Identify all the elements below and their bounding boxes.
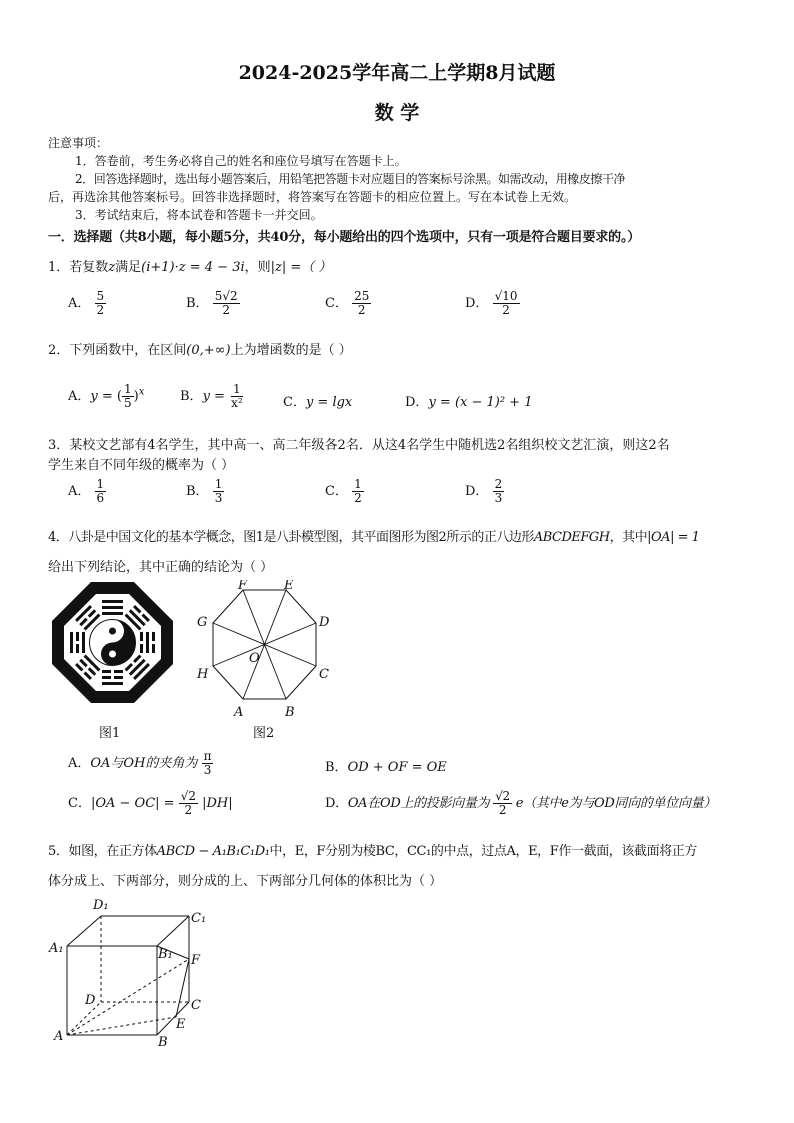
cube-label-c1: C₁ xyxy=(191,911,207,926)
vertex-label-g: G xyxy=(197,615,208,630)
section-heading: 一．选择题（共8小题，每小题5分，共40分，每小题给出的四个选项中，只有一项是符合题目要求的。） xyxy=(48,230,641,245)
notice-item-3: 3．考试结束后，将本试卷和答题卡一并交回。 xyxy=(75,208,323,222)
vertex-label-e: E xyxy=(284,580,294,593)
q1-option-d: D． $\frac{√10}{2}$ xyxy=(465,289,518,317)
vertex-label-h: H xyxy=(197,667,209,682)
exam-title: 2024-2025学年高二上学期8月试题 xyxy=(238,62,556,84)
q2-option-a: A．y = ( $\frac{1}{5}$ )$^x$ xyxy=(68,382,145,410)
q3-option-d: D． $\frac{2}{3}$ xyxy=(465,477,503,505)
question-4-line-1: 4．八卦是中国文化的基本学概念，图1是八卦模型图，其平面图形为图2所示的正八边形ABCDEFGH，其中|OA| = 1 xyxy=(48,530,700,545)
vertex-label-a: A xyxy=(234,705,244,720)
cube-label-a1: A₁ xyxy=(49,941,64,956)
cube-label-e: E xyxy=(176,1017,186,1032)
q2-option-b: B．y = $\frac{1}{\text{x²}}$ xyxy=(180,382,243,410)
q4-option-d: D．OA在OD上的投影向量为 $\frac{√2}{2}$ e（其中e为与OD同向的单位向量） xyxy=(325,789,717,817)
question-5-line-1: 5．如图，在正方体ABCD − A₁B₁C₁D₁中，E，F分别为棱BC，CC₁的中点，过点A，E，F作一截面，该截面将正方 xyxy=(48,844,698,859)
figure-2-label: 图2 xyxy=(253,726,275,741)
q4-option-b: B．OD + OF = OE xyxy=(325,760,447,775)
q4-option-a: A．OA与OH的夹角为 $\frac{\pi}{3}$ xyxy=(68,749,212,777)
cube-label-b: B xyxy=(158,1035,168,1050)
vertex-label-o: O xyxy=(249,651,260,666)
cube-label-a: A xyxy=(54,1029,64,1044)
cube-figure xyxy=(45,892,215,1052)
vertex-label-b: B xyxy=(285,705,295,720)
q2-option-d: D．y = (x − 1)² + 1 xyxy=(405,395,533,410)
q3-option-c: C． $\frac{1}{2}$ xyxy=(325,477,362,505)
q3-option-a: A． $\frac{1}{6}$ xyxy=(68,477,105,505)
q1-option-c: C． $\frac{25}{2}$ xyxy=(325,289,370,317)
notice-item-2: 2．回答选择题时，选出每小题答案后，用铅笔把答题卡对应题目的答案标号涂黑。如需改动，用橡皮擦干净 xyxy=(75,172,626,186)
figure-1-label: 图1 xyxy=(99,726,121,741)
cube-label-c: C xyxy=(191,998,201,1013)
notice-item-1: 1．答卷前，考生务必将自己的姓名和座位号填写在答题卡上。 xyxy=(75,154,407,168)
cube-label-d1: D₁ xyxy=(93,898,109,913)
notice-heading: 注意事项： xyxy=(48,136,109,150)
vertex-label-d: D xyxy=(319,615,330,630)
q4-option-c: C．|OA − OC| = $\frac{√2}{2}$ |DH| xyxy=(68,789,233,817)
question-3-line-2: 学生来自不同年级的概率为（ ） xyxy=(48,458,235,473)
vertex-label-c: C xyxy=(319,667,329,682)
octagon-figure xyxy=(192,580,342,720)
notice-item-2-cont: 后，再选涂其他答案标号。回答非选择题时，将答案写在答题卡的相应位置上。写在本试卷上无效。 xyxy=(48,190,577,204)
question-4-line-2: 给出下列结论，其中正确的结论为（ ） xyxy=(48,560,274,575)
q3-option-b: B． $\frac{1}{3}$ xyxy=(186,477,223,505)
vertex-label-f: F xyxy=(238,580,248,593)
subject-title: 数 学 xyxy=(374,102,420,124)
bagua-figure xyxy=(50,580,175,705)
q1-option-b: B． $\frac{5√2}{2}$ xyxy=(186,289,238,317)
question-2-stem: 2．下列函数中，在区间(0,+∞)上为增函数的是（ ） xyxy=(48,343,352,358)
q1-option-a: A． $\frac{5}{2}$ xyxy=(68,289,105,317)
cube-label-d: D xyxy=(85,993,96,1008)
question-5-line-2: 体分成上、下两部分，则分成的上、下两部分几何体的体积比为（ ） xyxy=(48,874,443,889)
question-3-line-1: 3．某校文艺部有4名学生，其中高一、高二年级各2名．从这4名学生中随机选2名组织校文艺汇演，则这2名 xyxy=(48,438,670,453)
question-1-stem: 1．若复数z满足(i+1)·z = 4 − 3i，则|z| =（ ） xyxy=(48,260,332,275)
cube-label-f: F xyxy=(191,953,201,968)
q2-option-c: C．y = lgx xyxy=(283,395,353,410)
cube-label-b1: B₁ xyxy=(158,947,173,962)
